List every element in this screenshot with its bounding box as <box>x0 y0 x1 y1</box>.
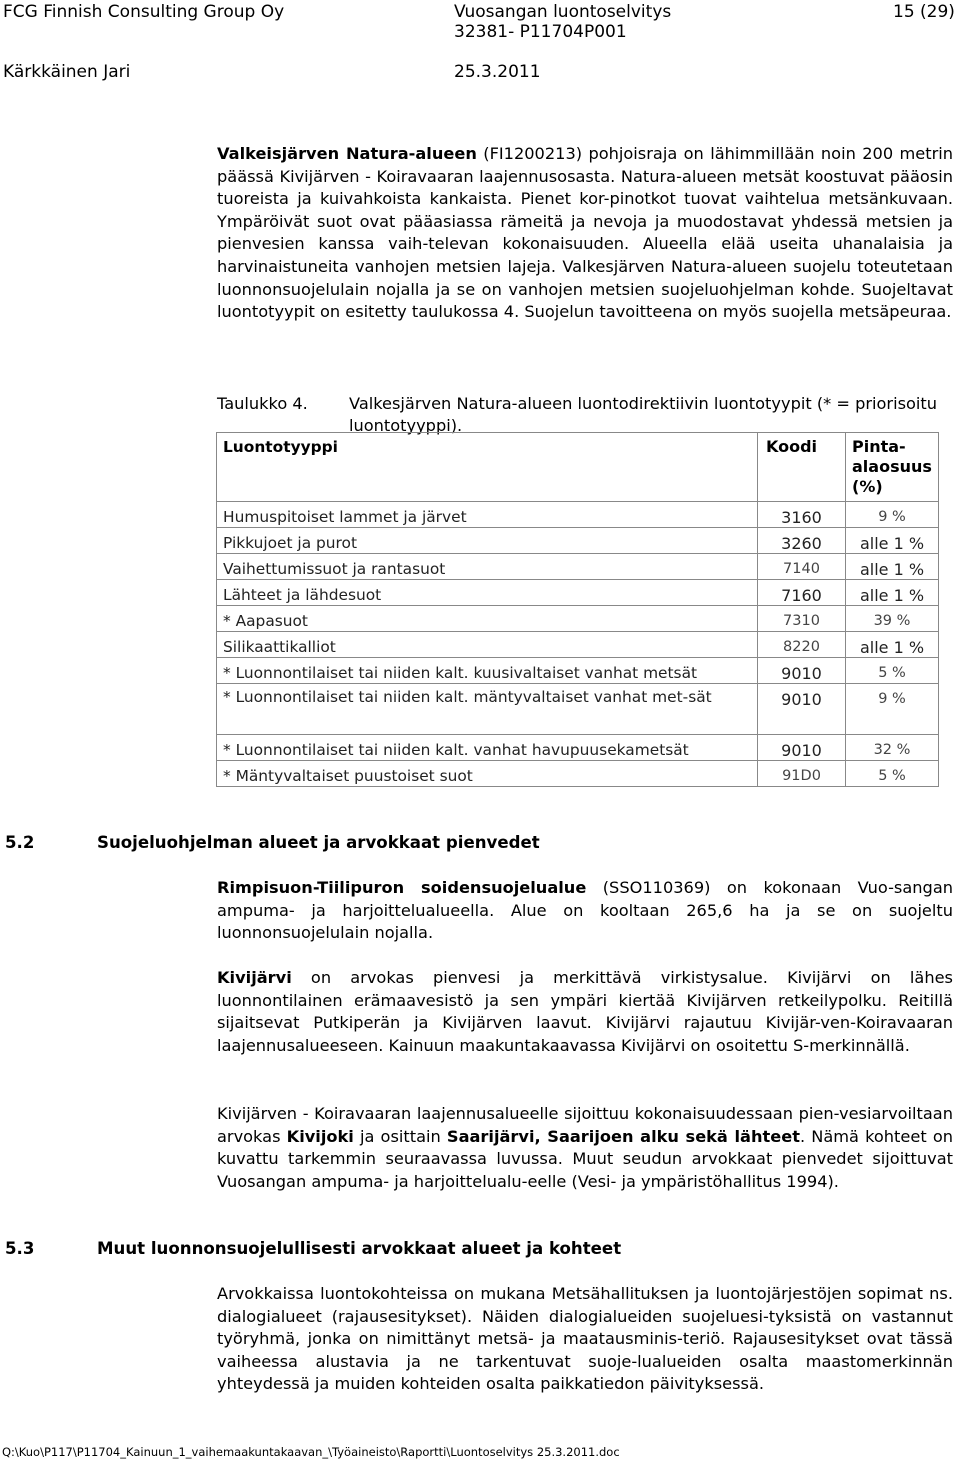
table-row <box>217 658 939 684</box>
header-type: Luontotyyppi <box>217 433 758 502</box>
table-row <box>217 502 939 528</box>
intro-paragraph <box>217 143 953 324</box>
document-date: 25.3.2011 <box>454 62 541 82</box>
row-share: alle 1 % <box>846 554 939 580</box>
paragraph-text: Kivijärven - Koiravaaran laajennusalueelle sijoittuu kokonaisuudessaan pien-vesiarvoiltaan arvokas <box>217 1104 953 1146</box>
table-row <box>217 761 939 787</box>
paragraph-text: . Nämä kohteet on kuvattu tarkemmin seuraavassa luvussa. Muut seudun arvokkaat pienvedet sijoittuvat Vuosangan ampuma- ja harjoittelualu-eelle (Vesi- ja ympäristöhallitus 1994). <box>217 1126 953 1191</box>
row-code: 9010 <box>758 735 846 761</box>
row-type: Pikkujoet ja purot <box>217 528 758 554</box>
row-share: 5 % <box>846 761 939 787</box>
intro-lead: Valkeisjärven Natura-alueen <box>217 144 477 163</box>
table-row <box>217 684 939 735</box>
table-row <box>217 606 939 632</box>
paragraph-text: ja osittain <box>353 1126 447 1146</box>
row-share: 9 % <box>846 684 939 735</box>
section-5-3-number: 5.3 <box>5 1239 35 1258</box>
section-5-2-paragraph-2 <box>217 967 953 1057</box>
row-type: * Luonnontilaiset tai niiden kalt. mäntyvaltaiset vanhat met-sät <box>217 684 758 735</box>
section-5-2-paragraph-1 <box>217 877 953 945</box>
document-title: Vuosangan luontoselvitys <box>454 2 672 22</box>
table-row <box>217 554 939 580</box>
row-code: 7310 <box>758 606 846 632</box>
header-code: Koodi <box>758 433 846 502</box>
paragraph-text: (SSO110369) on kokonaan Vuo-sangan ampuma- ja harjoittelualueella. Alue on kooltaan 265,6 ha ja se on suojeltu luonnonsuojelulain nojalla. <box>217 878 953 943</box>
table-caption-text: Valkesjärven Natura-alueen luontodirektiivin luontotyypit (* = priorisoitu luontotyyppi). <box>349 394 938 435</box>
header-share: Pinta-alaosuus (%) <box>846 433 939 502</box>
row-share: alle 1 % <box>846 632 939 658</box>
row-code: 9010 <box>758 658 846 684</box>
section-5-2-number: 5.2 <box>5 833 35 852</box>
row-type: * Luonnontilaiset tai niiden kalt. vanhat havupuusekametsät <box>217 735 758 761</box>
row-code: 9010 <box>758 684 846 735</box>
row-share: 39 % <box>846 606 939 632</box>
row-share: 32 % <box>846 735 939 761</box>
row-type: Vaihettumissuot ja rantasuot <box>217 554 758 580</box>
row-type: Lähteet ja lähdesuot <box>217 580 758 606</box>
row-type: Silikaattikalliot <box>217 632 758 658</box>
row-type: * Aapasuot <box>217 606 758 632</box>
author-name: Kärkkäinen Jari <box>3 62 131 82</box>
section-5-3-paragraph: Arvokkaissa luontokohteissa on mukana Metsähallituksen ja luontojärjestöjen sopimat ns. dialogialueet (rajausesitykset). Näiden dialogialueiden suojeluesi-tyksistä on vastannut työryhmä, jonka on nimittänyt metsä- ja maatausminis-teriö. Rajausesitykset ovat tässä vaiheessa alustavia ja ne tarkentuvat suoje-lualueiden osalta maastomerkinnän yhteydessä ja muiden kohteiden osalta paikkatiedon päivityksessä. <box>217 1284 953 1394</box>
row-share: 5 % <box>846 658 939 684</box>
table-row <box>217 528 939 554</box>
file-path-footer: Q:\Kuo\P117\P11704_Kainuun_1_vaihemaakuntakaavan_\Työaineisto\Raportti\Luontoselvitys 25.3.2011.doc <box>2 1445 620 1459</box>
page-number: 15 (29) <box>893 2 955 22</box>
row-share: alle 1 % <box>846 580 939 606</box>
row-code: 3160 <box>758 502 846 528</box>
row-share: 9 % <box>846 502 939 528</box>
document-number: 32381- P11704P001 <box>454 22 627 42</box>
kivijoki-name: Kivijoki <box>286 1126 354 1146</box>
table-row <box>217 632 939 658</box>
table-row <box>217 580 939 606</box>
row-type: * Mäntyvaltaiset puustoiset suot <box>217 761 758 787</box>
table-row <box>217 735 939 761</box>
paragraph-text: on arvokas pienvesi ja merkittävä virkistysalue. Kivijärvi on lähes luonnontilainen erämaavesistö ja sen ympäri kiertää Kivijärven retkeilypolku. Reitillä sijaitsevat Putkiperän ja Kivijärven laavut. Kivijärvi rajautuu Kivijär-ven-Koiravaaran laajennusalueeseen. Kainuun maakuntakaavassa Kivijärvi on osoitettu S-merkinnällä. <box>217 968 953 1055</box>
table-caption-label: Taulukko 4. <box>217 394 308 413</box>
saarijarvi-name: Saarijärvi, Saarijoen alku sekä lähteet <box>446 1126 800 1146</box>
section-5-3-title: Muut luonnonsuojelullisesti arvokkaat alueet ja kohteet <box>97 1239 622 1258</box>
rimpisuo-name: Rimpisuon-Tiilipuron soidensuojelualue <box>217 878 587 897</box>
kivijarvi-name: Kivijärvi <box>217 968 292 987</box>
table-header-row <box>217 433 939 502</box>
company-name: FCG Finnish Consulting Group Oy <box>3 2 285 22</box>
row-type: Humuspitoiset lammet ja järvet <box>217 502 758 528</box>
row-code: 91D0 <box>758 761 846 787</box>
section-5-2-title: Suojeluohjelman alueet ja arvokkaat pienvedet <box>97 833 540 852</box>
intro-text: (FI1200213) pohjoisraja on lähimmillään noin 200 metrin päässä Kivijärven - Koiravaaran laajennusosasta. Natura-alueen metsät koostuvat pääosin tuoreista ja kuivahkoista kankaista. Pienet kor-pinotkot tuovat vaihtelua metsänkuvaan. Ympäröivät suot ovat pääasiassa rämeitä ja nevoja ja muodostavat yhdessä metsien ja pienvesien kanssa vaih-televan kokonaisuuden. Alueella elää useita uhanalaisia ja harvinaistuneita vanhojen metsien lajeja. Valkesjärven Natura-alueen suojelu toteutetaan luonnonsuojelulain nojalla ja se on vanhojen metsien suojeluohjelman kohde. Suojeltavat luontotyypit on esitetty taulukossa 4. Suojelun tavoitteena on myös suojella metsäpeuraa. <box>217 144 954 322</box>
habitat-table <box>216 432 939 787</box>
row-code: 8220 <box>758 632 846 658</box>
row-code: 3260 <box>758 528 846 554</box>
row-type: * Luonnontilaiset tai niiden kalt. kuusivaltaiset vanhat metsät <box>217 658 758 684</box>
row-share: alle 1 % <box>846 528 939 554</box>
row-code: 7160 <box>758 580 846 606</box>
section-5-2-paragraph-3 <box>217 1103 953 1193</box>
row-code: 7140 <box>758 554 846 580</box>
